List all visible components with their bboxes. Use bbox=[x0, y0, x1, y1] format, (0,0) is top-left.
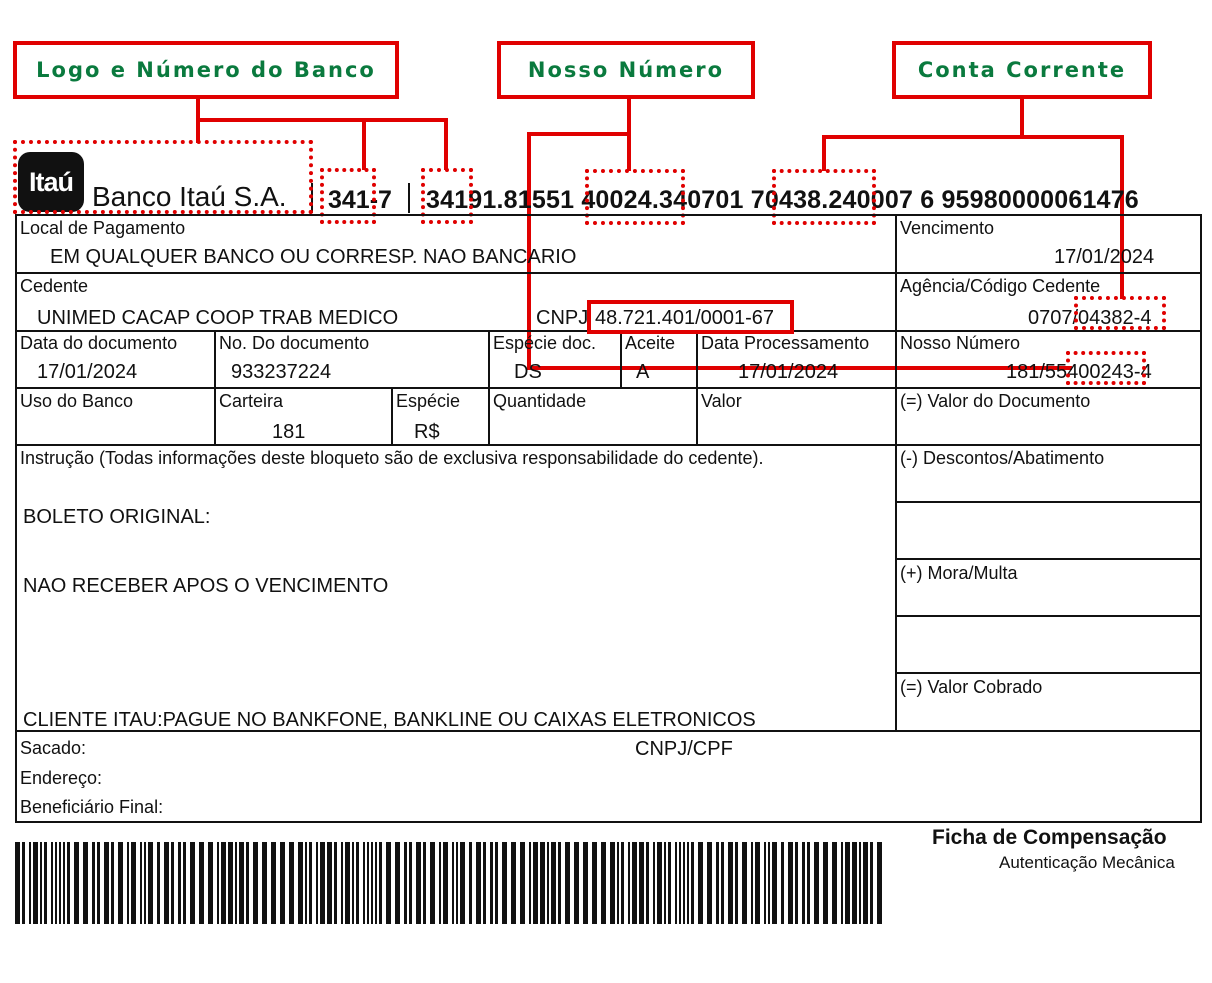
barcode-bar bbox=[547, 842, 549, 924]
barcode-bar bbox=[104, 842, 109, 924]
cedente-label: Cedente bbox=[20, 276, 89, 296]
barcode-bar bbox=[157, 842, 160, 924]
especie-doc-label: Espécie doc. bbox=[493, 333, 597, 353]
barcode-bar bbox=[298, 842, 303, 924]
carteira-value: 181 bbox=[272, 421, 306, 443]
barcode-bar bbox=[334, 842, 337, 924]
barcode-bar bbox=[664, 842, 666, 924]
connector-line bbox=[822, 135, 826, 171]
barcode-bar bbox=[469, 842, 472, 924]
grid-line bbox=[15, 214, 1202, 216]
grid-line bbox=[15, 214, 17, 823]
barcode-bar bbox=[707, 842, 712, 924]
barcode-bar bbox=[379, 842, 382, 924]
barcode-bar bbox=[430, 842, 435, 924]
agencia-value: 0707/04382-4 bbox=[1028, 307, 1152, 329]
quantidade-label: Quantidade bbox=[493, 391, 587, 411]
bank-name: Banco Itaú S.A. bbox=[92, 181, 287, 212]
grid-line bbox=[15, 272, 1202, 274]
barcode bbox=[15, 842, 883, 924]
barcode-bar bbox=[235, 842, 237, 924]
barcode-bar bbox=[15, 842, 20, 924]
data-documento-value: 17/01/2024 bbox=[37, 361, 138, 383]
connector-line bbox=[1020, 99, 1024, 139]
barcode-bar bbox=[352, 842, 354, 924]
barcode-bar bbox=[239, 842, 244, 924]
highlight-nosso-numero bbox=[585, 169, 685, 225]
grid-line bbox=[620, 330, 622, 388]
data-processamento-value: 17/01/2024 bbox=[738, 361, 839, 383]
vencimento-value: 17/01/2024 bbox=[1054, 246, 1155, 268]
highlight-logo bbox=[13, 140, 313, 214]
barcode-bar bbox=[768, 842, 770, 924]
barcode-bar bbox=[44, 842, 47, 924]
barcode-bar bbox=[309, 842, 312, 924]
barcode-bar bbox=[367, 842, 369, 924]
barcode-bar bbox=[228, 842, 233, 924]
bank-code: 341-7 bbox=[328, 186, 392, 214]
nosso-numero-label: Nosso Número bbox=[900, 333, 1021, 353]
data-processamento-label: Data Processamento bbox=[701, 333, 870, 353]
barcode-bar bbox=[721, 842, 724, 924]
barcode-bar bbox=[698, 842, 703, 924]
barcode-bar bbox=[271, 842, 276, 924]
grid-line bbox=[895, 214, 897, 732]
barcode-bar bbox=[476, 842, 481, 924]
endereco-label: Endereço: bbox=[20, 768, 103, 788]
callout-logo-bank bbox=[13, 41, 399, 99]
data-documento-label: Data do documento bbox=[20, 333, 178, 353]
barcode-bar bbox=[628, 842, 630, 924]
barcode-bar bbox=[621, 842, 624, 924]
connector-line bbox=[196, 118, 448, 122]
instrucoes-label: Instrução (Todas informações deste bloqueto são de exclusiva responsabilidade do cedente). bbox=[20, 448, 764, 468]
barcode-bar bbox=[341, 842, 343, 924]
barcode-bar bbox=[127, 842, 129, 924]
grid-line bbox=[488, 330, 490, 446]
barcode-bar bbox=[742, 842, 747, 924]
barcode-bar bbox=[610, 842, 615, 924]
barcode-bar bbox=[863, 842, 868, 924]
barcode-bar bbox=[144, 842, 146, 924]
barcode-bar bbox=[199, 842, 204, 924]
barcode-bar bbox=[345, 842, 350, 924]
barcode-bar bbox=[870, 842, 873, 924]
no-documento-value: 933237224 bbox=[231, 361, 332, 383]
highlight-agencia bbox=[1074, 296, 1166, 330]
barcode-bar bbox=[832, 842, 837, 924]
barcode-bar bbox=[92, 842, 95, 924]
vencimento-label: Vencimento bbox=[900, 218, 995, 238]
barcode-bar bbox=[363, 842, 365, 924]
cnpj-cpf-label: CNPJ/CPF bbox=[635, 738, 733, 760]
barcode-bar bbox=[386, 842, 391, 924]
barcode-bar bbox=[253, 842, 258, 924]
barcode-bar bbox=[646, 842, 649, 924]
barcode-bar bbox=[639, 842, 644, 924]
grid-line bbox=[214, 330, 216, 446]
barcode-bar bbox=[592, 842, 597, 924]
cnpj-label: CNPJ bbox=[536, 307, 589, 329]
grid-line bbox=[15, 387, 1202, 389]
barcode-bar bbox=[190, 842, 195, 924]
barcode-bar bbox=[452, 842, 454, 924]
instrucao-line-2: NAO RECEBER APOS O VENCIMENTO bbox=[23, 575, 389, 597]
barcode-bar bbox=[716, 842, 719, 924]
barcode-bar bbox=[29, 842, 31, 924]
mora-label: (+) Mora/Multa bbox=[900, 563, 1018, 583]
barcode-bar bbox=[679, 842, 681, 924]
grid-line bbox=[896, 558, 1202, 560]
barcode-bar bbox=[565, 842, 570, 924]
no-documento-label: No. Do documento bbox=[219, 333, 370, 353]
barcode-bar bbox=[653, 842, 655, 924]
barcode-bar bbox=[59, 842, 61, 924]
agencia-label: Agência/Código Cedente bbox=[900, 276, 1101, 296]
barcode-bar bbox=[375, 842, 377, 924]
barcode-bar bbox=[40, 842, 42, 924]
barcode-bar bbox=[327, 842, 332, 924]
barcode-bar bbox=[495, 842, 498, 924]
barcode-bar bbox=[772, 842, 777, 924]
barcode-bar bbox=[97, 842, 100, 924]
grid-line bbox=[1200, 214, 1202, 823]
barcode-bar bbox=[788, 842, 793, 924]
grid-line bbox=[896, 672, 1202, 674]
barcode-bar bbox=[423, 842, 426, 924]
grid-line bbox=[896, 615, 1202, 617]
barcode-bar bbox=[83, 842, 88, 924]
barcode-bar bbox=[852, 842, 857, 924]
valor-documento-label: (=) Valor do Documento bbox=[900, 391, 1091, 411]
local-pagamento-label: Local de Pagamento bbox=[20, 218, 186, 238]
barcode-bar bbox=[617, 842, 619, 924]
barcode-bar bbox=[755, 842, 760, 924]
barcode-bar bbox=[687, 842, 689, 924]
barcode-bar bbox=[280, 842, 285, 924]
beneficiario-label: Beneficiário Final: bbox=[20, 797, 164, 817]
grid-line bbox=[696, 330, 698, 446]
barcode-bar bbox=[67, 842, 70, 924]
connector-line bbox=[444, 118, 448, 170]
instrucao-line-1: BOLETO ORIGINAL: bbox=[23, 506, 211, 528]
valor-cobrado-label: (=) Valor Cobrado bbox=[900, 677, 1043, 697]
grid-line bbox=[15, 444, 1202, 446]
highlight-conta-corrente bbox=[772, 169, 876, 225]
barcode-bar bbox=[675, 842, 677, 924]
especie-doc-value: DS bbox=[514, 361, 542, 383]
barcode-bar bbox=[456, 842, 458, 924]
barcode-bar bbox=[540, 842, 545, 924]
ficha-compensacao: Ficha de Compensação bbox=[932, 826, 1167, 849]
barcode-bar bbox=[55, 842, 57, 924]
callout-conta-corrente bbox=[892, 41, 1152, 99]
barcode-bar bbox=[877, 842, 882, 924]
barcode-bar bbox=[529, 842, 531, 924]
barcode-bar bbox=[439, 842, 441, 924]
barcode-bar bbox=[735, 842, 738, 924]
barcode-bar bbox=[404, 842, 407, 924]
barcode-bar bbox=[131, 842, 136, 924]
nosso-numero-value: 181/55400243-4 bbox=[1006, 361, 1152, 383]
sacado-label: Sacado: bbox=[20, 738, 87, 758]
barcode-bar bbox=[111, 842, 114, 924]
barcode-bar bbox=[807, 842, 810, 924]
callout-conta-corrente-text: Conta Corrente bbox=[917, 58, 1127, 82]
barcode-bar bbox=[691, 842, 694, 924]
barcode-bar bbox=[356, 842, 359, 924]
connector-line bbox=[822, 135, 1124, 139]
barcode-bar bbox=[574, 842, 579, 924]
valor-label: Valor bbox=[701, 391, 742, 411]
barcode-bar bbox=[164, 842, 169, 924]
barcode-bar bbox=[511, 842, 516, 924]
barcode-bar bbox=[409, 842, 412, 924]
barcode-bar bbox=[728, 842, 733, 924]
barcode-bar bbox=[63, 842, 65, 924]
carteira-label: Carteira bbox=[219, 391, 284, 411]
barcode-bar bbox=[208, 842, 213, 924]
cnpj-value: 48.721.401/0001-67 bbox=[595, 307, 775, 329]
barcode-bar bbox=[583, 842, 588, 924]
connector-line bbox=[1120, 135, 1124, 299]
barcode-bar bbox=[533, 842, 538, 924]
especie-label: Espécie bbox=[396, 391, 461, 411]
cedente-value: UNIMED CACAP COOP TRAB MEDICO bbox=[37, 307, 399, 329]
grid-line bbox=[896, 501, 1202, 503]
barcode-bar bbox=[178, 842, 181, 924]
barcode-bar bbox=[118, 842, 123, 924]
barcode-bar bbox=[802, 842, 805, 924]
barcode-bar bbox=[490, 842, 493, 924]
barcode-bar bbox=[601, 842, 606, 924]
barcode-bar bbox=[551, 842, 556, 924]
especie-value: R$ bbox=[414, 421, 440, 443]
grid-line bbox=[391, 387, 393, 446]
barcode-bar bbox=[74, 842, 79, 924]
barcode-bar bbox=[460, 842, 465, 924]
callout-logo-bank-text: Logo e Número do Banco bbox=[36, 58, 376, 82]
barcode-bar bbox=[416, 842, 421, 924]
barcode-bar bbox=[657, 842, 662, 924]
callout-nosso-numero-text: Nosso Número bbox=[527, 58, 725, 82]
barcode-bar bbox=[668, 842, 671, 924]
barcode-bar bbox=[814, 842, 819, 924]
barcode-bar bbox=[443, 842, 448, 924]
aceite-label: Aceite bbox=[625, 333, 676, 353]
barcode-bar bbox=[683, 842, 685, 924]
highlight-cnpj bbox=[587, 300, 794, 334]
barcode-bar bbox=[305, 842, 307, 924]
barcode-bar bbox=[632, 842, 637, 924]
callout-nosso-numero bbox=[497, 41, 755, 99]
barcode-bar bbox=[502, 842, 507, 924]
barcode-bar bbox=[751, 842, 753, 924]
barcode-bar bbox=[316, 842, 318, 924]
local-pagamento-value: EM QUALQUER BANCO OU CORRESP. NAO BANCARIO bbox=[50, 246, 577, 268]
barcode-bar bbox=[51, 842, 53, 924]
logo-text: Itaú bbox=[28, 166, 73, 197]
barcode-bar bbox=[845, 842, 850, 924]
barcode-bar bbox=[841, 842, 843, 924]
barcode-bar bbox=[262, 842, 267, 924]
barcode-bar bbox=[859, 842, 861, 924]
highlight-nosso-numero-field bbox=[1066, 351, 1146, 385]
instrucao-line-3: CLIENTE ITAU:PAGUE NO BANKFONE, BANKLINE OU CAIXAS ELETRONICOS bbox=[23, 709, 756, 731]
header-divider bbox=[408, 183, 410, 213]
barcode-bar bbox=[320, 842, 325, 924]
barcode-bar bbox=[22, 842, 25, 924]
connector-line bbox=[362, 118, 366, 170]
autenticacao-mecanica: Autenticação Mecânica bbox=[999, 853, 1175, 872]
barcode-bar bbox=[221, 842, 226, 924]
digitable-line: 34191.81551 40024.340701 70438.240007 6 95980000061476 bbox=[426, 186, 1139, 214]
barcode-bar bbox=[171, 842, 174, 924]
barcode-bar bbox=[140, 842, 142, 924]
descontos-label: (-) Descontos/Abatimento bbox=[900, 448, 1105, 468]
barcode-bar bbox=[520, 842, 525, 924]
uso-banco-label: Uso do Banco bbox=[20, 391, 134, 411]
barcode-bar bbox=[395, 842, 400, 924]
barcode-bar bbox=[371, 842, 373, 924]
barcode-bar bbox=[246, 842, 249, 924]
barcode-bar bbox=[823, 842, 828, 924]
aceite-value: A bbox=[636, 361, 650, 383]
barcode-bar bbox=[183, 842, 186, 924]
barcode-bar bbox=[33, 842, 38, 924]
barcode-bar bbox=[781, 842, 784, 924]
barcode-bar bbox=[764, 842, 766, 924]
grid-line bbox=[15, 821, 1202, 823]
barcode-bar bbox=[483, 842, 486, 924]
connector-line bbox=[527, 132, 631, 136]
barcode-bar bbox=[217, 842, 219, 924]
barcode-bar bbox=[795, 842, 798, 924]
barcode-bar bbox=[289, 842, 294, 924]
barcode-bar bbox=[558, 842, 561, 924]
barcode-bar bbox=[148, 842, 153, 924]
